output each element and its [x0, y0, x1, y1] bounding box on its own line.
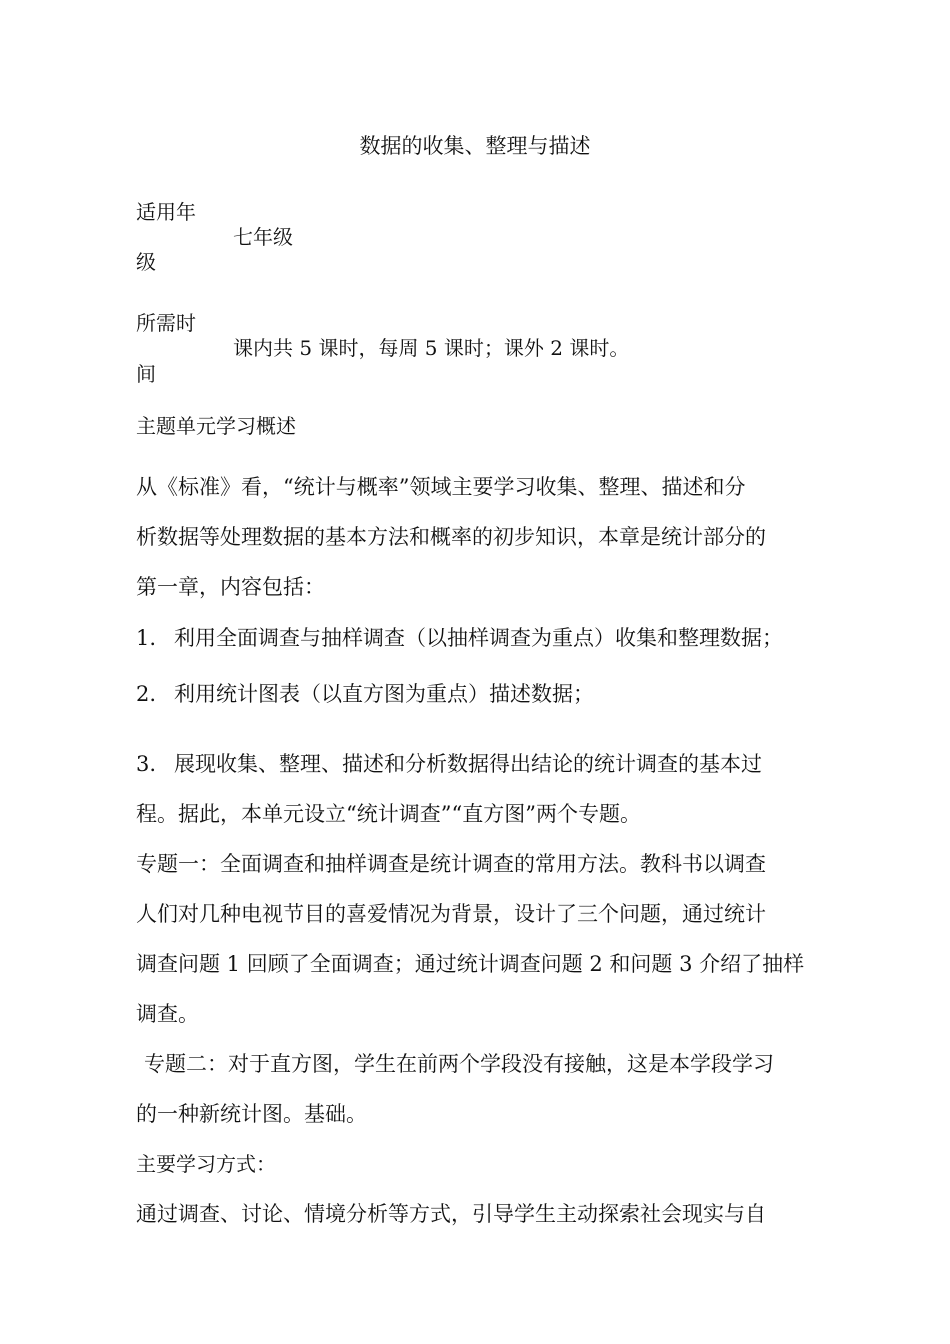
- topic1-line: 人们对几种电视节目的喜爱情况为背景，设计了三个问题，通过统计: [136, 902, 766, 926]
- list-item: [136, 678, 594, 708]
- hours-value: 课内共 5 课时，每周 5 课时；课外 2 课时。: [233, 336, 630, 360]
- hours-label-line2: 间: [136, 362, 156, 386]
- topic1-line: 专题一：全面调查和抽样调查是统计调查的常用方法。教科书以调查: [136, 852, 766, 876]
- topic2-line: 的一种新统计图。基础。: [136, 1102, 367, 1126]
- topic1-line: 调查。: [136, 1002, 199, 1026]
- list-item-continuation: 程。据此，本单元设立“统计调查”“直方图”两个专题。: [136, 802, 641, 826]
- list-text: 利用统计图表（以直方图为重点）描述数据；: [174, 682, 594, 706]
- list-item: [136, 748, 762, 778]
- topic2-line: 专题二：对于直方图，学生在前两个学段没有接触，这是本学段学习: [144, 1052, 774, 1076]
- list-number: 1.: [136, 626, 157, 650]
- list-text: 展现收集、整理、描述和分析数据得出结论的统计调查的基本过: [174, 752, 762, 776]
- list-item: [136, 622, 783, 652]
- grade-value: 七年级: [233, 225, 293, 249]
- intro-line: 析数据等处理数据的基本方法和概率的初步知识，本章是统计部分的: [136, 525, 766, 549]
- grade-label-line2: 级: [136, 250, 156, 274]
- page-title: 数据的收集、整理与描述: [359, 134, 591, 158]
- list-number: 2.: [136, 682, 157, 706]
- methods-heading: 主要学习方式：: [136, 1152, 276, 1176]
- methods-line: 通过调查、讨论、情境分析等方式，引导学生主动探索社会现实与自: [136, 1202, 766, 1226]
- list-number: 3.: [136, 752, 157, 776]
- list-text: 利用全面调查与抽样调查（以抽样调查为重点）收集和整理数据；: [174, 626, 783, 650]
- intro-line: 第一章，内容包括：: [136, 575, 325, 599]
- grade-label-line1: 适用年: [136, 200, 196, 224]
- topic1-line: 调查问题 1 回顾了全面调查；通过统计调查问题 2 和问题 3 介绍了抽样: [136, 952, 805, 976]
- hours-label-line1: 所需时: [136, 311, 196, 335]
- overview-heading: 主题单元学习概述: [136, 414, 296, 438]
- intro-line: 从《标准》看，“统计与概率”领域主要学习收集、整理、描述和分: [136, 475, 746, 499]
